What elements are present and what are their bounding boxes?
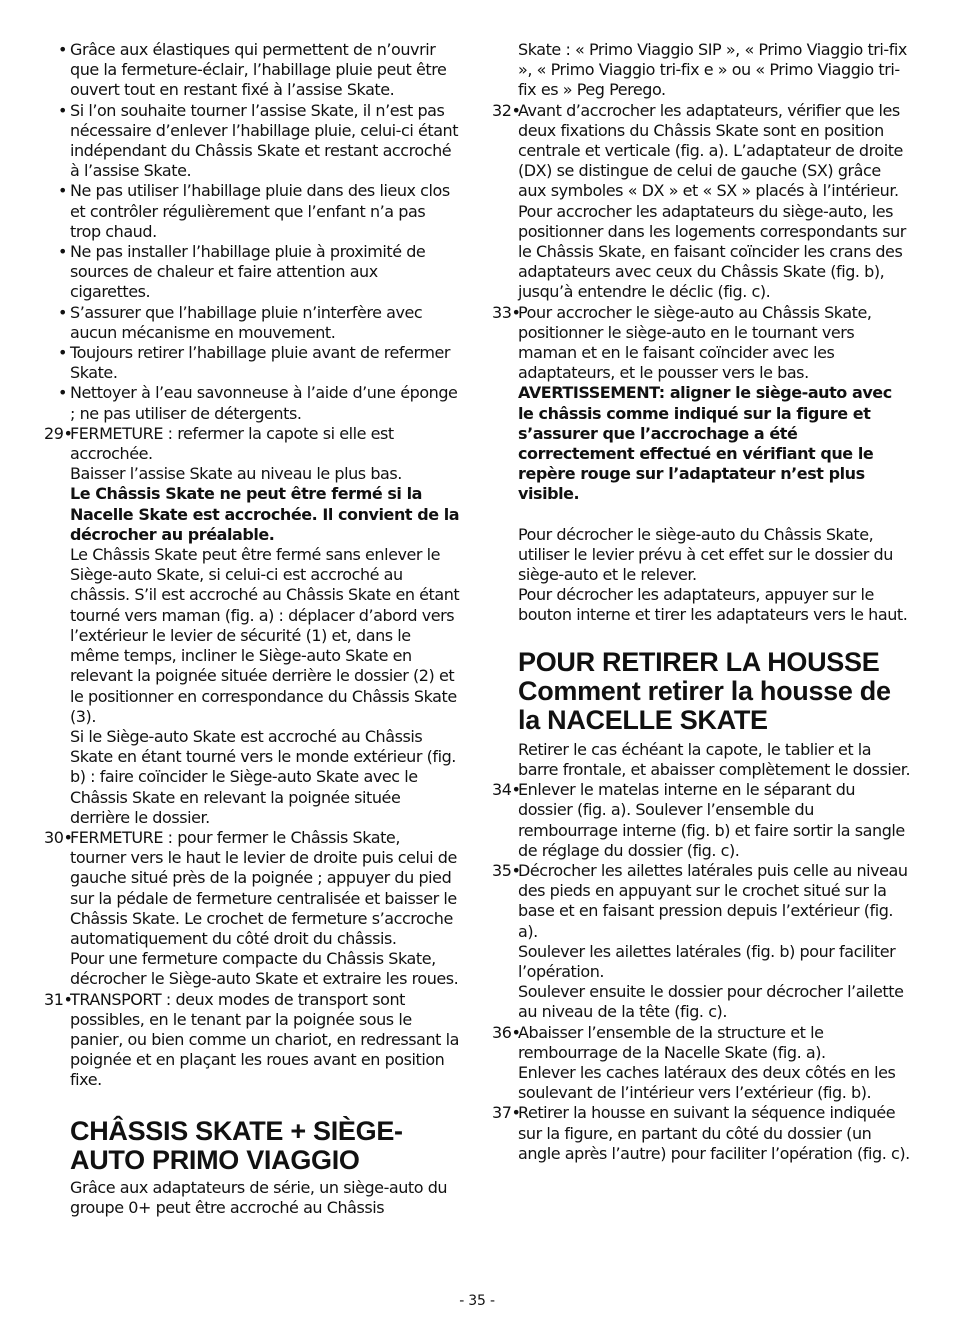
section-number: 34• bbox=[492, 780, 521, 800]
section-text: Avant d’accrocher les adaptateurs, vérifier que les deux fixations du Châssis Skate sont en position centrale et verticale (fig. a). L’adaptateur de droite (DX) se distingue de celui de gauche (SX) grâce aux symboles « DX » et « SX » placés à l’intérieur. bbox=[518, 100, 903, 201]
bullet-item bbox=[44, 343, 460, 383]
page-number: - 35 - bbox=[459, 1293, 495, 1309]
section-text: FERMETURE : pour fermer le Châssis Skate, tourner vers le haut le levier de droite puis celui de gauche situé près de la poignée ; appuyer du pied sur la pédale de fermeture centralisée et baisser le Châssis Skate. Le crochet de fermeture s’accroche automatiquement du côté droit du châssis. bbox=[70, 827, 457, 948]
bullet-marker: • bbox=[58, 181, 67, 201]
bullet-marker: • bbox=[58, 40, 67, 59]
section-35 bbox=[492, 861, 912, 1023]
paragraph: Skate : « Primo Viaggio SIP », « Primo Viaggio tri-fix », « Primo Viaggio tri-fix e » ou « Primo Viaggio tri-fix es » Peg Perego. bbox=[518, 40, 907, 100]
paragraph: Retirer le cas échéant la capote, le tablier et la barre frontale, et abaisser complètement le dossier. bbox=[518, 739, 911, 779]
bullet-marker: • bbox=[58, 383, 67, 403]
bullet-text: Si l’on souhaite tourner l’assise Skate, il n’est pas nécessaire d’enlever l’habillage pluie, celui-ci étant indépendant du Châssis Skate et restant accroché à l’assise Skate. bbox=[70, 100, 459, 181]
bullet-item bbox=[44, 383, 460, 423]
bullet-item bbox=[44, 181, 460, 242]
section-text: Pour décrocher les adaptateurs, appuyer sur le bouton interne et tirer les adaptateurs vers le haut. bbox=[518, 585, 908, 625]
section-text: Pour décrocher le siège-auto du Châssis Skate, utiliser le levier prévu à cet effet sur le dossier du siège-auto et le relever. bbox=[518, 524, 893, 585]
bullet-text: Toujours retirer l’habillage pluie avant de refermer Skate. bbox=[70, 343, 450, 383]
bullet-text: Grâce aux élastiques qui permettent de n’ouvrir que la fermeture-éclair, l’habillage pluie peut être ouvert tout en restant fixé à l’assise Skate. bbox=[70, 40, 447, 100]
section-number: 32• bbox=[492, 100, 521, 120]
section-number: 37• bbox=[492, 1103, 521, 1123]
bullet-marker: • bbox=[58, 343, 67, 363]
section-text: Le Châssis Skate peut être fermé sans enlever le Siège-auto Skate, si celui-ci est accroché au châssis. S’il est accroché au Châssis Skate en étant tourné vers maman (fig. a) : déplacer d’abord vers l’extérieur le levier de sécurité (1) et, dans le même temps, incliner le Siège-auto Skate en relevant la poignée située derrière le dossier (2) et le positionner en correspondance du Châssis Skate (3). bbox=[70, 545, 460, 726]
section-text: Pour accrocher les adaptateurs du siège-auto, les positionner dans les logements correspondants sur le Châssis Skate, en faisant coïncider les crans des adaptateurs avec ceux du Châssis Skate (fig. b), jusqu’à entendre le déclic (fig. c). bbox=[518, 201, 906, 302]
section-text: Abaisser l’ensemble de la structure et le rembourrage de la Nacelle Skate (fig. a). bbox=[518, 1022, 826, 1062]
section-text: FERMETURE : refermer la capote si elle est accrochée. bbox=[70, 423, 394, 464]
bullet-marker: • bbox=[58, 242, 67, 262]
section-text: Enlever les caches latéraux des deux côtés en les soulevant de l’intérieur vers l’extérieur (fig. b). bbox=[518, 1062, 896, 1103]
section-text: Si le Siège-auto Skate est accroché au Châssis Skate en étant tourné vers le monde extérieur (fig. b) : faire coïncider le Siège-auto Skate avec le Châssis Skate en relevant la poignée située derrière le dossier. bbox=[70, 726, 456, 827]
bullet-item bbox=[44, 40, 460, 101]
section-text: Pour une fermeture compacte du Châssis Skate, décrocher le Siège-auto Skate et extraire les roues. bbox=[70, 949, 459, 989]
section-31 bbox=[44, 990, 460, 1091]
paragraph: Grâce aux adaptateurs de série, un siège-auto du groupe 0+ peut être accroché au Châssis bbox=[70, 1177, 448, 1217]
section-number: 31• bbox=[44, 989, 73, 1009]
bullet-text: Nettoyer à l’eau savonneuse à l’aide d’une éponge ; ne pas utiliser de détergents. bbox=[70, 383, 458, 423]
section-number: 29• bbox=[44, 423, 73, 443]
section-text: Soulever les ailettes latérales (fig. b) pour faciliter l’opération. bbox=[518, 941, 896, 981]
section-number: 35• bbox=[492, 860, 521, 880]
bullet-text: Ne pas installer l’habillage pluie à proximité de sources de chaleur et faire attention aux cigarettes. bbox=[70, 242, 426, 302]
warning-text: AVERTISSEMENT: aligner le siège-auto avec le châssis comme indiqué sur la figure et s’assurer que l’accrochage a été correctement effectué en vérifiant que le repère rouge sur l’adaptateur n’est plus visible. bbox=[518, 383, 892, 504]
warning-text: Le Châssis Skate ne peut être fermé si la Nacelle Skate est accrochée. Il convient de la décrocher au préalable. bbox=[70, 484, 460, 544]
section-number: 36• bbox=[492, 1022, 521, 1042]
heading-retirer-housse: POUR RETIRER LA HOUSSE Comment retirer la housse de la NACELLE SKATE bbox=[518, 646, 891, 735]
heading-chassis-primo-viaggio: CHÂSSIS SKATE + SIÈGE-AUTO PRIMO VIAGGIO bbox=[70, 1115, 403, 1175]
left-column bbox=[44, 40, 460, 1218]
section-number: 30• bbox=[44, 827, 73, 847]
section-text: Baisser l’assise Skate au niveau le plus bas. bbox=[70, 464, 402, 484]
section-30 bbox=[44, 828, 460, 990]
section-text: Retirer la housse en suivant la séquence indiquée sur la figure, en partant du côté du dossier (un angle après l’autre) pour faciliter l’opération (fig. c). bbox=[518, 1103, 910, 1163]
section-text: TRANSPORT : deux modes de transport sont possibles, en le tenant par la poignée sous le panier, ou bien comme un chariot, en redressant la poignée et en plaçant les roues avant en position fixe. bbox=[70, 989, 459, 1090]
section-text: Décrocher les ailettes latérales puis celle au niveau des pieds en appuyant sur le crochet situé sur la base et en faisant pression depuis l’extérieur (fig. a). bbox=[518, 860, 908, 941]
section-36 bbox=[492, 1023, 912, 1104]
bullet-item bbox=[44, 101, 460, 182]
section-33 bbox=[492, 303, 912, 626]
bullet-item bbox=[44, 242, 460, 303]
section-37 bbox=[492, 1103, 912, 1164]
bullet-text: S’assurer que l’habillage pluie n’interfère avec aucun mécanisme en mouvement. bbox=[70, 302, 423, 342]
section-29 bbox=[44, 424, 460, 828]
section-text: Soulever ensuite le dossier pour décrocher l’ailette au niveau de la tête (fig. c). bbox=[518, 982, 904, 1022]
bullet-marker: • bbox=[58, 100, 67, 120]
bullet-text: Ne pas utiliser l’habillage pluie dans des lieux clos et contrôler régulièrement que l’enfant n’a pas trop chaud. bbox=[70, 181, 450, 241]
section-32 bbox=[492, 101, 912, 303]
section-34 bbox=[492, 780, 912, 861]
spacer bbox=[518, 505, 912, 525]
section-text: Enlever le matelas interne en le séparant du dossier (fig. a). Soulever l’ensemble du rembourrage interne (fig. b) et faire sortir la sangle de réglage du dossier (fig. c). bbox=[518, 780, 905, 860]
section-text: Pour accrocher le siège-auto au Châssis Skate, positionner le siège-auto en le tournant vers maman et en le faisant coïncider avec les adaptateurs, et le pousser vers le bas. bbox=[518, 302, 872, 383]
right-column bbox=[492, 40, 912, 1164]
bullet-marker: • bbox=[58, 302, 67, 322]
section-number: 33• bbox=[492, 302, 521, 322]
bullet-item bbox=[44, 303, 460, 343]
